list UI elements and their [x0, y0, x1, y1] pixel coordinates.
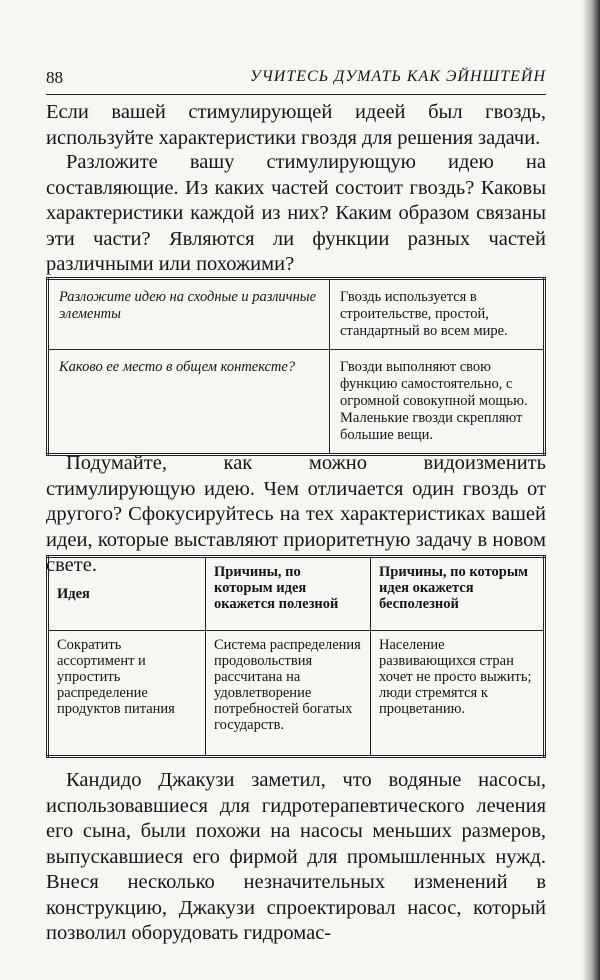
table-cell: Гвоздь используется в строительстве, простой, стандартный во всем мире.: [330, 279, 545, 350]
table-header-row: [48, 557, 545, 631]
column-header-useless: Причины, по которым идея окажется бесполезной: [371, 557, 545, 631]
idea-evaluation-table: [46, 555, 546, 758]
table-row: [48, 350, 545, 455]
page-edge-shadow: [582, 0, 600, 980]
paragraph-3: Подумайте, как можно видоизменить стимулирующую идею. Чем отличается один гвоздь от другого? Сфокусируйтесь на тех характеристиках вашей идеи, которые выставляют приоритетную задачу в новом свете.: [46, 452, 546, 576]
table-row: [48, 279, 545, 350]
characteristics-table: [46, 277, 546, 456]
column-header-useful: Причины, по которым идея окажется полезной: [206, 557, 371, 631]
paragraph-1: Если вашей стимулирующей идеей был гвоздь, используйте характеристики гвоздя для решения задачи.: [46, 101, 546, 149]
column-header-idea: Идея: [48, 557, 206, 631]
paragraph-2: Разложите вашу стимулирующую идею на составляющие. Из каких частей состоит гвоздь? Каковы характеристики каждой из них? Каким образом связаны эти части? Являются ли функции разных частей различными или похожими?: [46, 151, 546, 275]
table-cell: Каково ее место в общем контексте?: [48, 350, 330, 455]
table-cell: Сократить ассортимент и упростить распределение продуктов питания: [48, 631, 206, 757]
running-title: УЧИТЕСЬ ДУМАТЬ КАК ЭЙНШТЕЙН: [250, 68, 546, 85]
table-row: [48, 631, 545, 757]
paragraph-4: Кандидо Джакузи заметил, что водяные насосы, использовавшиеся для гидротерапевтического лечения его сына, были похожи на насосы меньших размеров, выпускавшиеся его фирмой для промышленных нужд. Внеся несколько незначительных изменений в конструкцию, Джакузи спроектировал насос, который позволил оборудовать гидромас-: [46, 769, 546, 944]
table-cell: Гвозди выполняют свою функцию самостоятельно, с огромной совокупной мощью. Маленькие гвозди скрепляют большие вещи.: [330, 350, 545, 455]
page-header: [46, 66, 546, 95]
table-cell: Система распределения продовольствия рассчитана на удовлетворение потребностей богатых государств.: [206, 631, 371, 757]
page-number: 88: [46, 68, 63, 87]
table-cell: Разложите идею на сходные и различные элементы: [48, 279, 330, 350]
table-cell: Население развивающихся стран хочет не просто выжить; люди стремятся к процветанию.: [371, 631, 545, 757]
